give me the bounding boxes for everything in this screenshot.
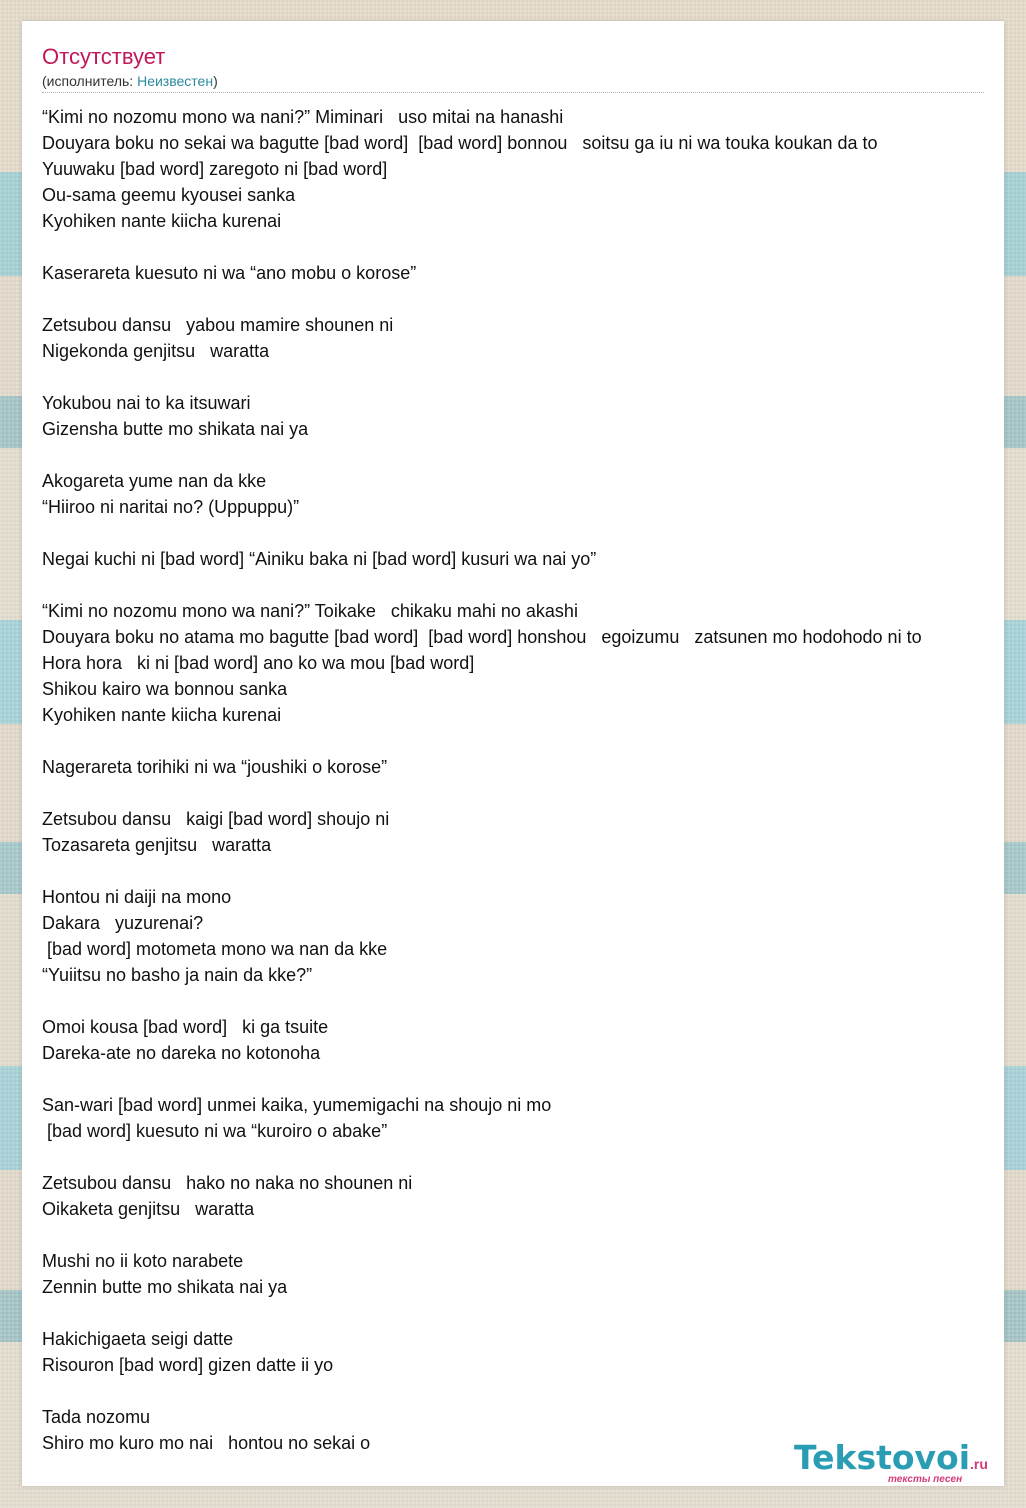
lyric-line xyxy=(42,1144,922,1170)
lyric-line: Hontou ni daiji na mono xyxy=(42,887,232,907)
lyric-line xyxy=(42,988,922,1014)
lyric-line: Risouron [bad word] gizen datte ii yo xyxy=(42,1355,334,1375)
lyric-line: Shikou kairo wa bonnou sanka xyxy=(42,679,288,699)
logo-tld: .ru xyxy=(970,1456,988,1472)
lyric-line xyxy=(42,286,922,312)
lyric-line: San-wari [bad word] unmei kaika, yumemigachi na shoujo ni mo xyxy=(42,1095,552,1115)
lyric-line: Yokubou nai to ka itsuwari xyxy=(42,393,251,413)
lyric-line: Akogareta yume nan da kke xyxy=(42,471,267,491)
lyric-line xyxy=(42,1300,922,1326)
lyrics-text xyxy=(42,104,922,1456)
lyric-line: Douyara boku no atama mo bagutte [bad word] [bad word] honshou egoizumu zatsunen mo hodohodo ni to xyxy=(42,627,922,647)
lyric-line: Nigekonda genjitsu waratta xyxy=(42,341,270,361)
lyric-line xyxy=(42,364,922,390)
song-header xyxy=(42,43,984,113)
lyric-line: Zetsubou dansu yabou mamire shounen ni xyxy=(42,315,394,335)
lyric-line: [bad word] kuesuto ni wa “kuroiro o abake” xyxy=(42,1121,388,1141)
lyric-line: “Kimi no nozomu mono wa nani?” Toikake chikaku mahi no akashi xyxy=(42,601,578,621)
lyric-line: Negai kuchi ni [bad word] “Ainiku baka ni [bad word] kusuri wa nai yo” xyxy=(42,549,597,569)
lyric-line: Nagerareta torihiki ni wa “joushiki o korose” xyxy=(42,757,388,777)
lyric-line: Kaserareta kuesuto ni wa “ano mobu o korose” xyxy=(42,263,417,283)
lyric-line: Zetsubou dansu hako no naka no shounen ni xyxy=(42,1173,413,1193)
artist-suffix: ) xyxy=(213,73,218,89)
lyric-line: Tada nozomu xyxy=(42,1407,151,1427)
header-divider xyxy=(42,92,984,93)
lyric-line xyxy=(42,234,922,260)
logo-wordmark: Tekstovoi xyxy=(794,1438,971,1477)
lyric-line: Dareka-ate no dareka no kotonoha xyxy=(42,1043,321,1063)
lyric-line: Hora hora ki ni [bad word] ano ko wa mou [bad word] xyxy=(42,653,475,673)
lyric-line: Tozasareta genjitsu waratta xyxy=(42,835,272,855)
lyric-line xyxy=(42,1378,922,1404)
lyric-line: Yuuwaku [bad word] zaregoto ni [bad word] xyxy=(42,159,388,179)
artist-line xyxy=(42,72,984,90)
lyric-line: Shiro mo kuro mo nai hontou no sekai o xyxy=(42,1433,371,1453)
lyric-line: Zennin butte mo shikata nai ya xyxy=(42,1277,288,1297)
lyric-line xyxy=(42,1066,922,1092)
lyric-line xyxy=(42,442,922,468)
lyric-line: Oikaketa genjitsu waratta xyxy=(42,1199,255,1219)
lyric-line: Dakara yuzurenai? xyxy=(42,913,204,933)
lyric-line: [bad word] motometa mono wa nan da kke xyxy=(42,939,388,959)
lyric-line: “Kimi no nozomu mono wa nani?” Miminari uso mitai na hanashi xyxy=(42,107,564,127)
lyric-line xyxy=(42,520,922,546)
lyric-line: Zetsubou dansu kaigi [bad word] shoujo ni xyxy=(42,809,390,829)
lyric-line xyxy=(42,780,922,806)
lyric-line xyxy=(42,572,922,598)
lyric-line: “Hiiroo ni naritai no? (Uppuppu)” xyxy=(42,497,300,517)
lyric-line: “Yuiitsu no basho ja nain da kke?” xyxy=(42,965,313,985)
lyric-line xyxy=(42,858,922,884)
lyric-line: Gizensha butte mo shikata nai ya xyxy=(42,419,309,439)
site-logo[interactable] xyxy=(794,1439,1004,1486)
lyric-line: Kyohiken nante kiicha kurenai xyxy=(42,705,282,725)
artist-prefix: (исполнитель: xyxy=(42,73,138,89)
logo-subtitle: тексты песен xyxy=(888,1474,963,1485)
lyric-line: Kyohiken nante kiicha kurenai xyxy=(42,211,282,231)
song-title: Отсутствует xyxy=(42,44,166,69)
lyric-line: Ou-sama geemu kyousei sanka xyxy=(42,185,296,205)
lyrics-card xyxy=(22,21,1004,1486)
lyric-line: Douyara boku no sekai wa bagutte [bad word] [bad word] bonnou soitsu ga iu ni wa touka koukan da to xyxy=(42,133,878,153)
lyric-line: Mushi no ii koto narabete xyxy=(42,1251,244,1271)
lyric-line xyxy=(42,1222,922,1248)
artist-link[interactable]: Неизвестен xyxy=(137,73,214,89)
lyric-line: Hakichigaeta seigi datte xyxy=(42,1329,234,1349)
lyric-line xyxy=(42,728,922,754)
lyric-line: Omoi kousa [bad word] ki ga tsuite xyxy=(42,1017,329,1037)
